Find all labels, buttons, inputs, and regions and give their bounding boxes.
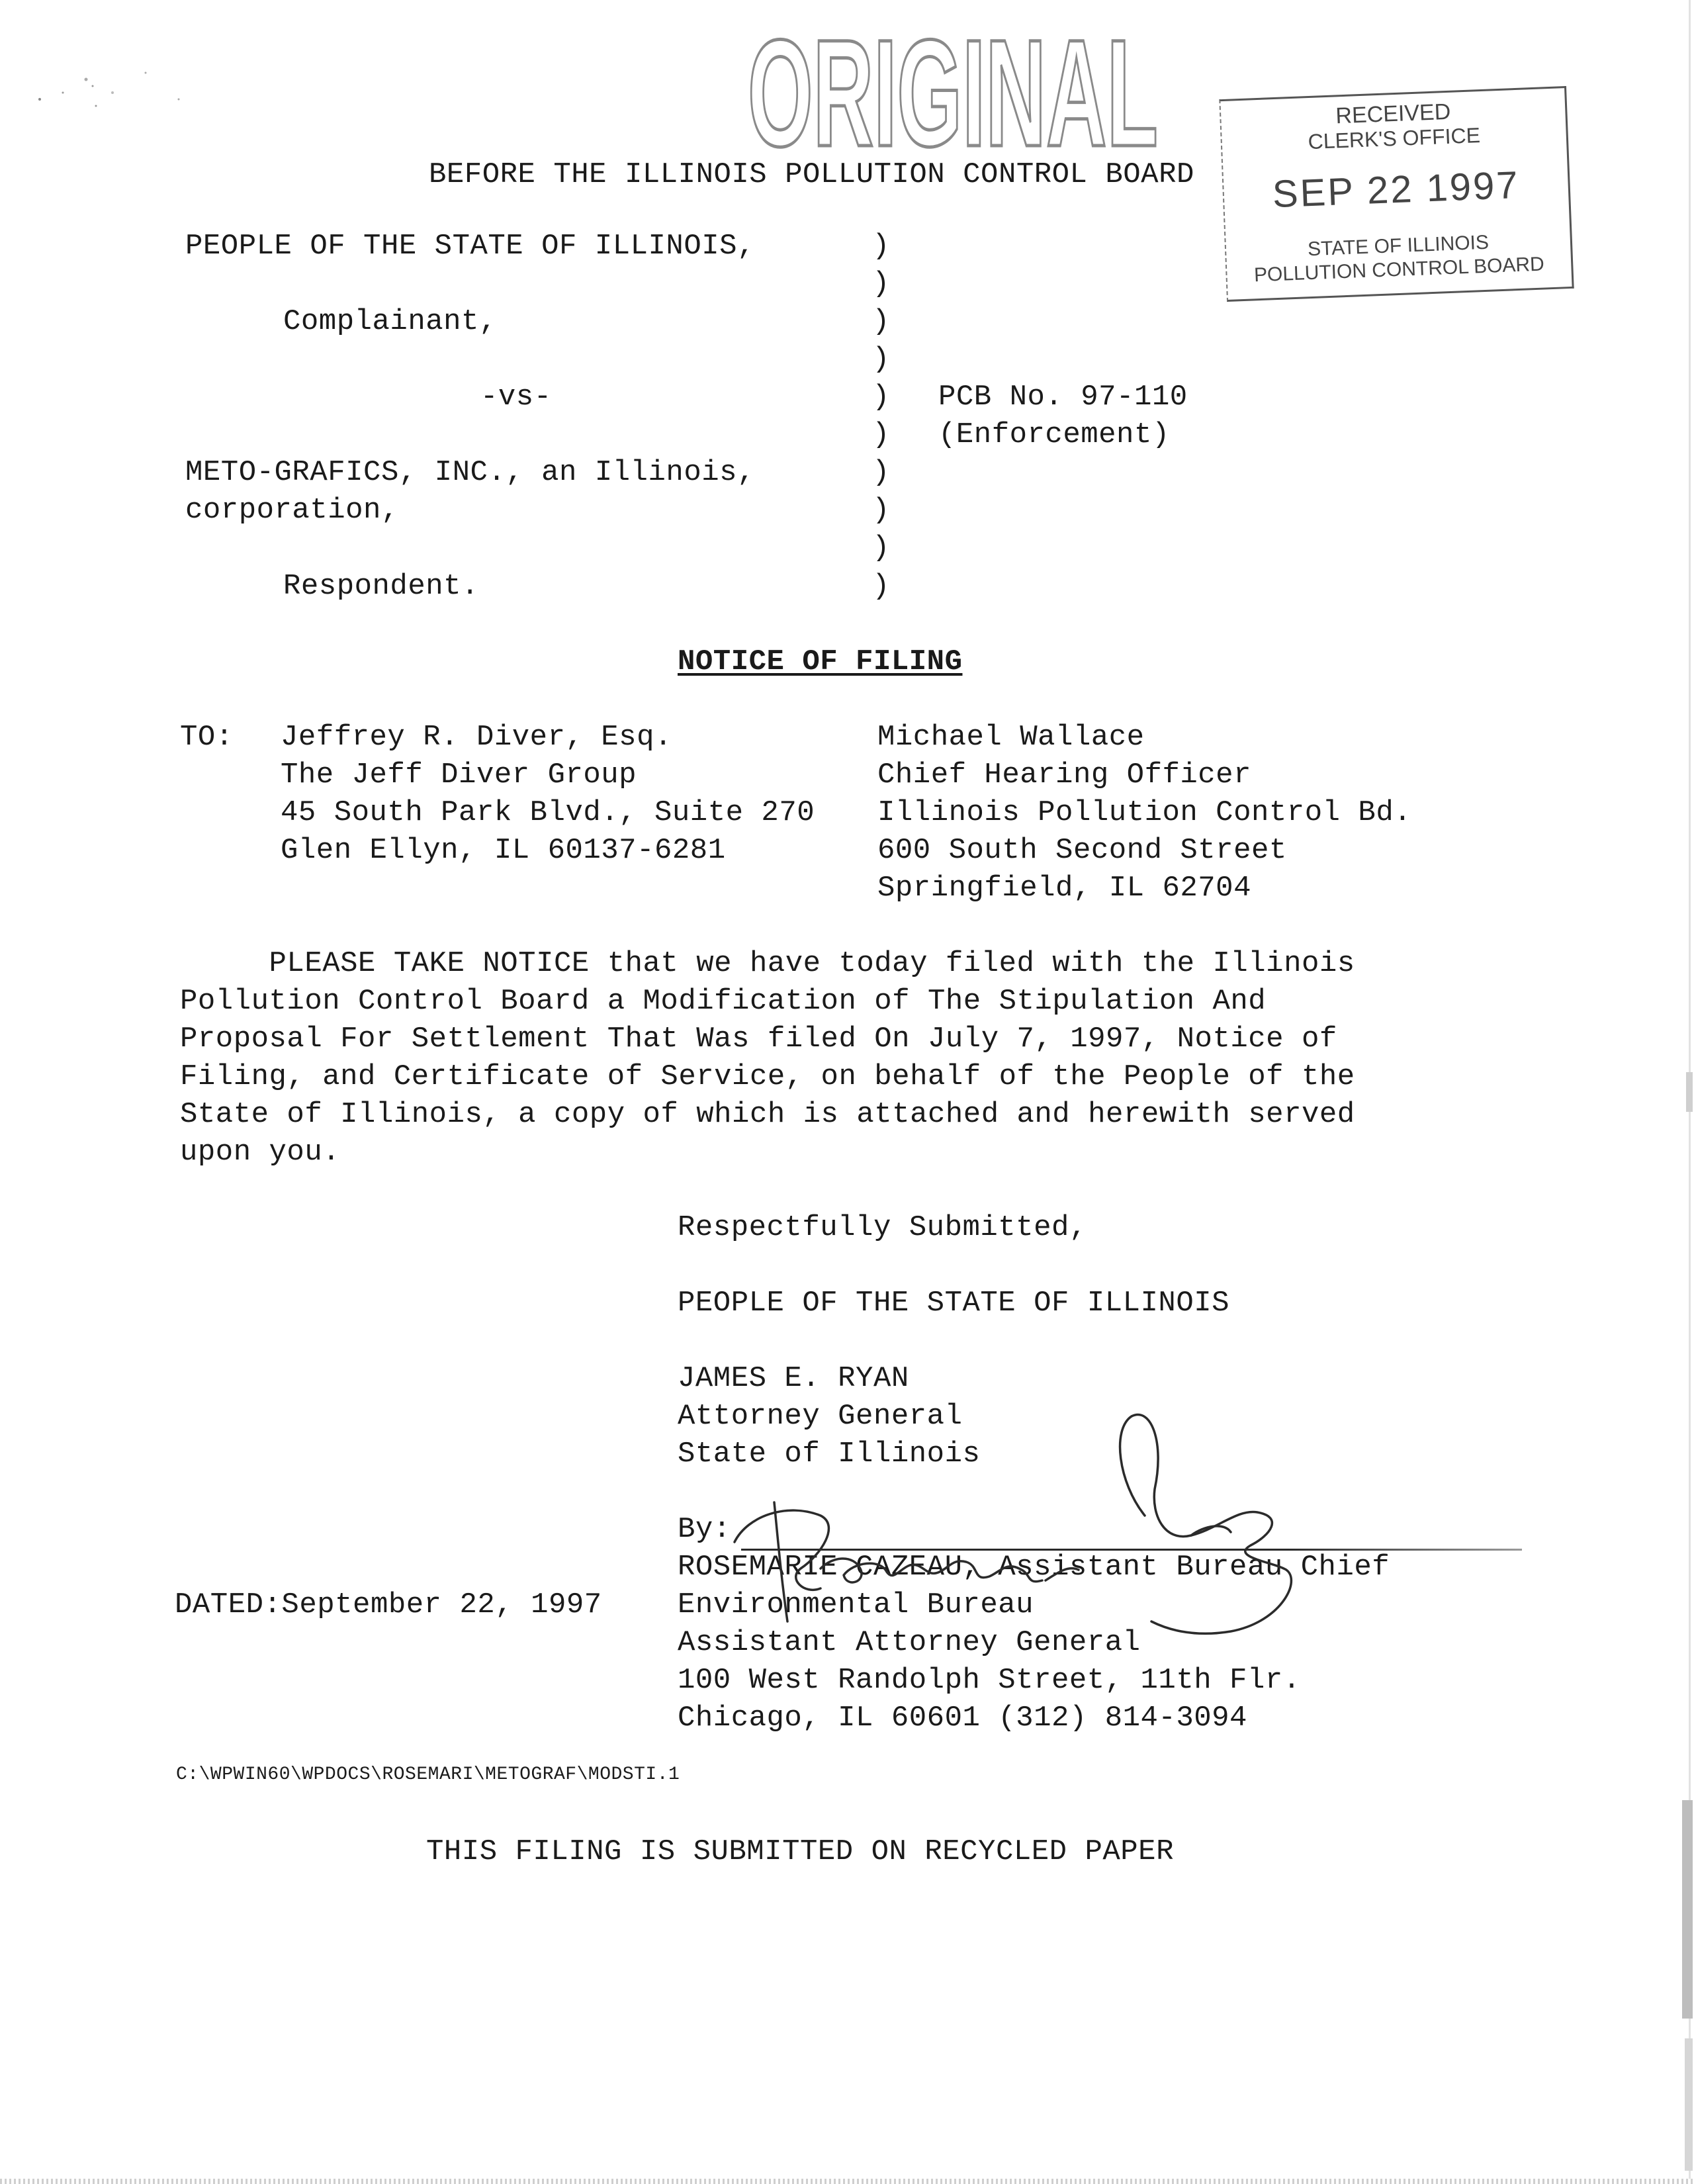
caption-paren: ) [872,305,890,338]
to-label: TO: [180,721,234,754]
body-line: PLEASE TAKE NOTICE that we have today filed with the Illinois [180,947,1355,980]
recipient-2-line: Illinois Pollution Control Bd. [877,796,1412,829]
recipient-2-line: 600 South Second Street [877,834,1287,867]
recipient-2-line: Springfield, IL 62704 [877,872,1251,905]
notice-title: NOTICE OF FILING [678,645,963,678]
original-stamp-graphic [741,20,1165,162]
case-number: PCB No. 97-110 [938,381,1188,414]
by-label: By: [678,1513,731,1546]
recipient-1-line: Glen Ellyn, IL 60137-6281 [281,834,726,867]
recipient-2-line: Chief Hearing Officer [877,758,1251,792]
case-type: (Enforcement) [938,418,1170,451]
caption-paren: ) [872,456,890,489]
scan-specks [26,60,199,132]
caption-paren: ) [872,381,890,414]
recipient-1-line: Jeffrey R. Diver, Esq. [281,721,672,754]
attorney-general-state: State of Illinois [678,1437,981,1471]
handwritten-signature [688,1403,1350,1641]
caption-paren: ) [872,531,890,565]
signer-line: Environmental Bureau [678,1588,1034,1621]
complainant-name: PEOPLE OF THE STATE OF ILLINOIS, [185,230,755,263]
caption-paren: ) [872,267,890,300]
attorney-general-title: Attorney General [678,1400,963,1433]
body-line: Filing, and Certificate of Service, on behalf of the People of the [180,1060,1355,1093]
caption-paren: ) [872,343,890,376]
respondent-name-line2: corporation, [185,494,399,527]
scan-bottom-edge [0,2179,1694,2184]
recipient-2-line: Michael Wallace [877,721,1145,754]
respondent-name-line1: METO-GRAFICS, INC., an Illinois, [185,456,755,489]
signer-line: Assistant Attorney General [678,1626,1141,1659]
signer-line: 100 West Randolph Street, 11th Flr. [678,1664,1301,1697]
body-line: Proposal For Settlement That Was filed On July 7, 1997, Notice of [180,1023,1337,1056]
body-line: State of Illinois, a copy of which is attached and herewith served [180,1098,1355,1131]
dated-line: DATED:September 22, 1997 [175,1588,602,1621]
caption-paren: ) [872,570,890,603]
recycled-paper-footer: THIS FILING IS SUBMITTED ON RECYCLED PAPER [426,1835,1174,1868]
signer-line: Chicago, IL 60601 (312) 814-3094 [678,1702,1247,1735]
complainant-role: Complainant, [283,305,497,338]
closing: Respectfully Submitted, [678,1211,1087,1244]
caption-paren: ) [872,230,890,263]
body-line: upon you. [180,1136,341,1169]
received-stamp [1219,86,1574,302]
original-stamp [741,20,1165,162]
original-stamp-text: ORIGINAL [748,20,1158,162]
attorney-general-name: JAMES E. RYAN [678,1362,909,1395]
caption-paren: ) [872,494,890,527]
received-stamp-line4: STATE OF ILLINOIS [1307,231,1490,261]
file-path: C:\WPWIN60\WPDOCS\ROSEMARI\METOGRAF\MODSTI.1 [176,1764,680,1785]
party-name: PEOPLE OF THE STATE OF ILLINOIS [678,1287,1230,1320]
board-heading: BEFORE THE ILLINOIS POLLUTION CONTROL BOARD [429,158,1194,191]
respondent-role: Respondent. [283,570,479,603]
recipient-1-line: 45 South Park Blvd., Suite 270 [281,796,815,829]
scan-edge-artifact [1679,0,1694,2184]
versus-label: -vs- [480,381,552,414]
caption-paren: ) [872,418,890,451]
received-stamp-line5: POLLUTION CONTROL BOARD [1253,253,1545,287]
received-stamp-date: SEP 22 1997 [1271,163,1521,216]
recipient-1-line: The Jeff Diver Group [281,758,637,792]
received-stamp-line2: CLERK'S OFFICE [1307,123,1481,154]
received-stamp-line1: RECEIVED [1335,99,1451,129]
signer-line: ROSEMARIE CAZEAU, Assistant Bureau Chief [678,1551,1390,1584]
body-line: Pollution Control Board a Modification of The Stipulation And [180,985,1267,1018]
